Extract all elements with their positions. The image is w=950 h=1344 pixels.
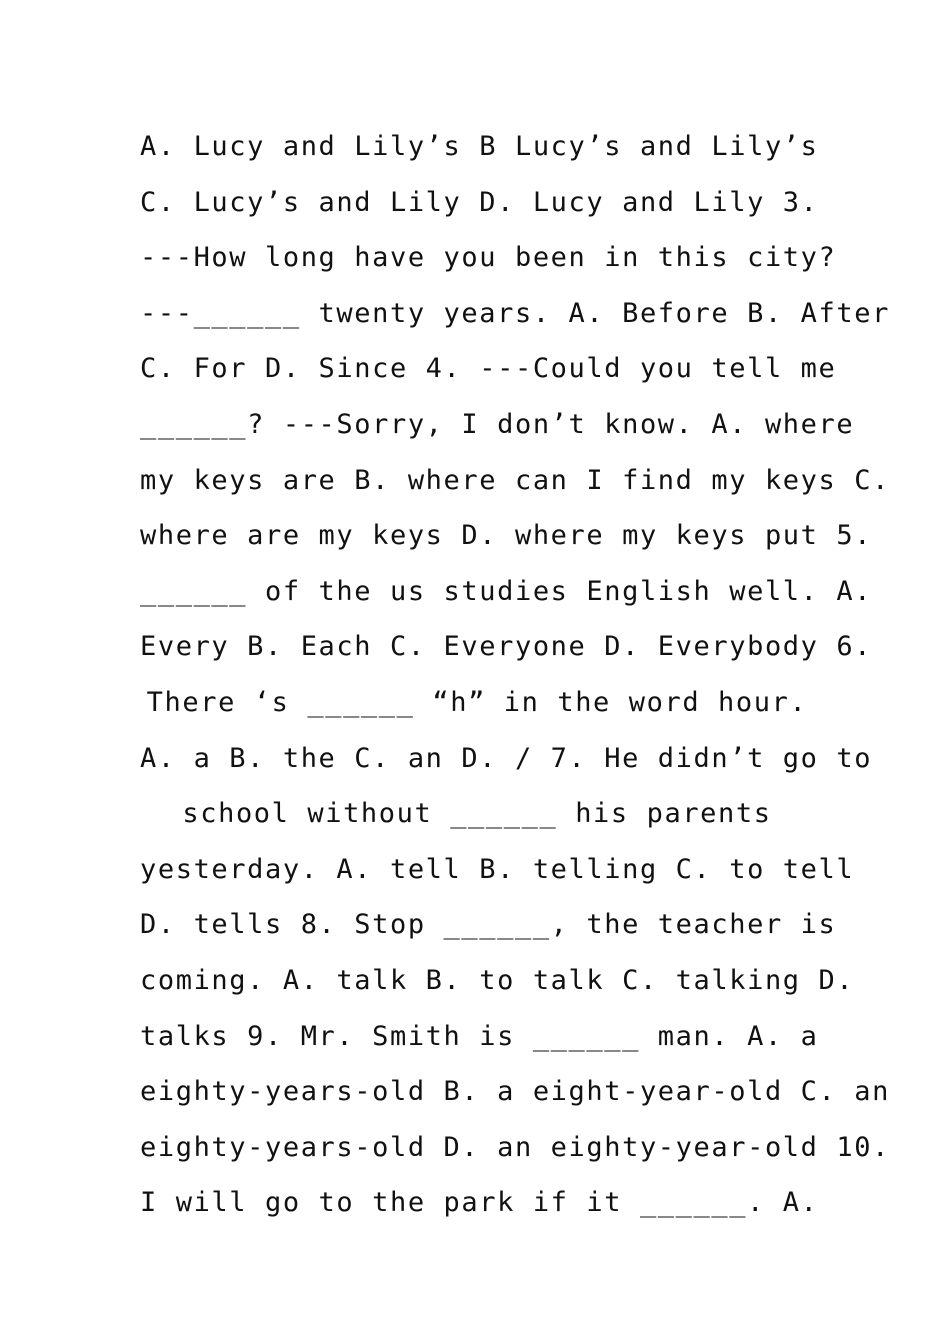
text-line: There ‘s ______ “h” in the word hour. — [146, 686, 808, 718]
text-line: I will go to the park if it ______. A. — [140, 1187, 819, 1219]
text-line: ---How long have you been in this city? — [140, 242, 837, 274]
text-line: C. Lucy’s and Lily D. Lucy and Lily 3. — [140, 186, 819, 218]
text-line: talks 9. Mr. Smith is ______ man. A. a — [140, 1020, 819, 1052]
text-line: A. a B. the C. an D. / 7. He didn’t go to — [140, 742, 873, 774]
text-line: Every B. Each C. Everyone D. Everybody 6. — [140, 631, 873, 663]
text-line: ---______ twenty years. A. Before B. After — [140, 297, 890, 329]
text-line: yesterday. A. tell B. telling C. to tell — [140, 853, 855, 885]
text-line: C. For D. Since 4. ---Could you tell me — [140, 353, 837, 385]
text-line: ______ of the us studies English well. A. — [140, 575, 873, 607]
exercise-text — [140, 119, 890, 1231]
text-line: A. Lucy and Lily’s B Lucy’s and Lily’s — [140, 131, 819, 162]
text-line: ______? ---Sorry, I don’t know. A. where — [140, 408, 855, 440]
text-line: school without ______ his parents — [182, 798, 772, 830]
text-line: coming. A. talk B. to talk C. talking D. — [140, 964, 855, 996]
text-line: my keys are B. where can I find my keys C. — [140, 464, 890, 496]
text-line: eighty-years-old B. a eight-year-old C. an — [140, 1076, 890, 1108]
text-line: D. tells 8. Stop ______, the teacher is — [140, 909, 837, 941]
text-line: eighty-years-old D. an eighty-year-old 10. — [140, 1131, 890, 1163]
text-line: where are my keys D. where my keys put 5. — [140, 520, 873, 552]
